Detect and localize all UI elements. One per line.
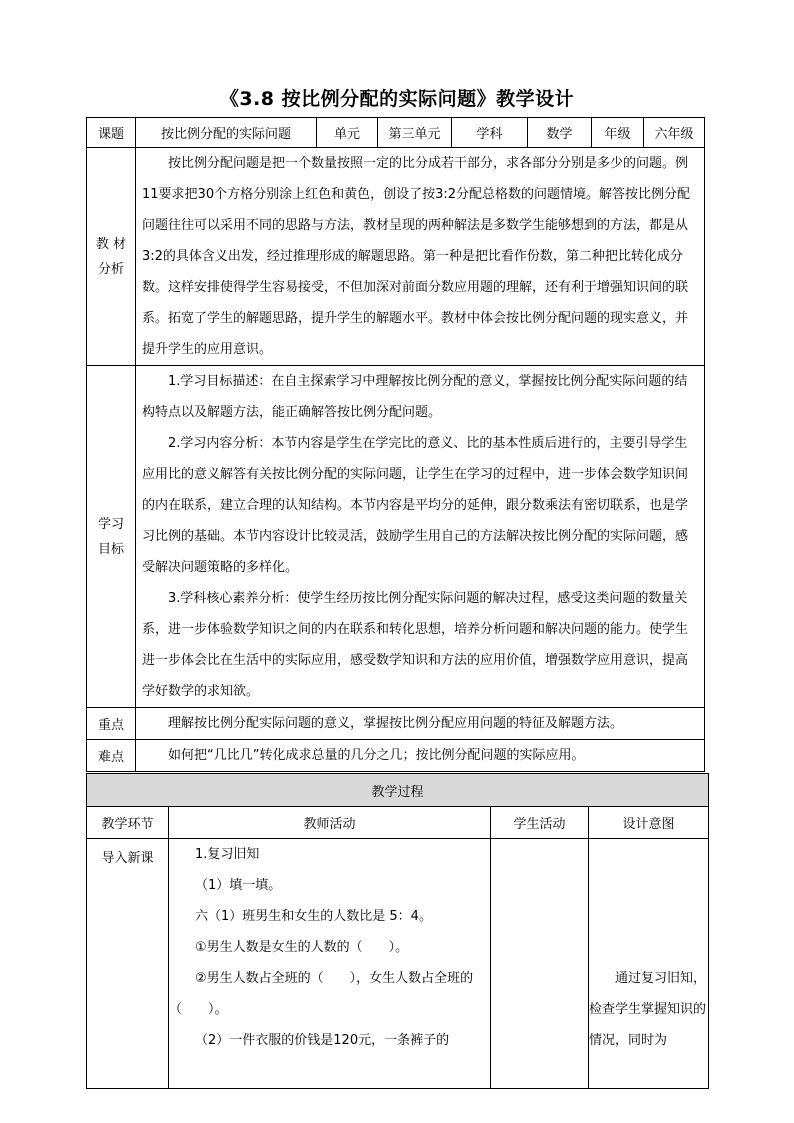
teacher-line: ②男生人数占全班的（ ），女生人数占全班的（ ）。 (169, 971, 474, 1017)
difficulty-label: 难点 (87, 740, 136, 772)
column-header-stage: 教学环节 (87, 807, 169, 839)
column-header-student: 学生活动 (491, 807, 589, 839)
teaching-process-table (86, 773, 709, 1089)
design-intent-text: 通过复习旧知，检查学生掌握知识的情况，同时为 (589, 971, 707, 1048)
teacher-line: ①男生人数是女生的人数的（ ）。 (195, 940, 409, 955)
teacher-activity-cell (169, 839, 491, 1089)
subject-value: 数学 (528, 118, 592, 148)
subject-label: 学科 (452, 118, 528, 148)
topic-value: 按比例分配的实际问题 (136, 118, 317, 148)
grade-value: 六年级 (644, 118, 705, 148)
analysis-label: 教 材 分析 (87, 148, 136, 366)
difficulty-cell (136, 740, 705, 772)
page-title: 《3.8 按比例分配的实际问题》教学设计 (219, 88, 575, 110)
teacher-line: 六（1）班男生和女生的人数比是 5：4。 (195, 909, 432, 924)
stage-cell: 导入新课 (87, 839, 169, 1089)
key-point-text: 理解按比例分配实际问题的意义，掌握按比例分配应用问题的特征及解题方法。 (168, 716, 624, 731)
analysis-cell (136, 148, 705, 366)
objective-item: 3.学科核心素养分析：使学生经历按比例分配实际问题的解决过程，感受这类问题的数量关系，进一步体验数学知识之间的内在联系和转化思想，培养分析问题和解决问题的能力。使学生进一步体会比在生活中的实际应用，感受数学知识和方法的应用价值，增强数学应用意识，提高学好数学的求知欲。 (142, 591, 689, 699)
objectives-cell (136, 366, 705, 708)
teacher-line: （2）一件衣服的价钱是120元，一条裤子的 (195, 1033, 450, 1048)
objectives-label: 学习 目标 (87, 366, 136, 708)
unit-value: 第三单元 (378, 118, 452, 148)
topic-label: 课题 (87, 118, 136, 148)
difficulty-text: 如何把“几比几”转化成求总量的几分之几；按比例分配问题的实际应用。 (168, 748, 585, 763)
unit-label: 单元 (317, 118, 378, 148)
grade-label: 年级 (592, 118, 644, 148)
key-point-cell (136, 708, 705, 740)
objective-item: 1.学习目标描述：在自主探索学习中理解按比例分配的意义，掌握按比例分配实际问题的结构特点以及解题方法，能正确解答按比例分配问题。 (142, 374, 688, 420)
design-intent-cell (589, 839, 709, 1089)
column-header-teacher: 教师活动 (169, 807, 491, 839)
column-header-intent: 设计意图 (589, 807, 709, 839)
key-point-label: 重点 (87, 708, 136, 740)
lesson-info-table (86, 117, 705, 772)
process-banner: 教学过程 (87, 774, 709, 807)
teacher-line: （1）填一填。 (195, 878, 282, 893)
analysis-text: 按比例分配问题是把一个数量按照一定的比分成若干部分，求各部分分别是多少的问题。例11要求把30个方格分别涂上红色和黄色，创设了按3:2分配总格数的问题情境。解答按比例分配问题往往可以采用不同的思路与方法，教材呈现的两种解法是多数学生能够想到的方法，都是从3:2的具体含义出发，经过推理形成的解题思路。第一种是把比看作份数，第二种把比转化成分数。这样安排使得学生容易接受，不但加深对前面分数应用题的理解，还有利于增强知识间的联系。拓宽了学生的解题思路，提升学生的解题水平。教材中体会按比例分配问题的现实意义，并提升学生的应用意识。 (142, 156, 691, 357)
teacher-line: 1.复习旧知 (195, 847, 260, 862)
student-activity-cell (491, 839, 589, 1089)
objective-item: 2.学习内容分析：本节内容是学生在学完比的意义、比的基本性质后进行的，主要引导学生应用比的意义解答有关按比例分配的实际问题，让学生在学习的过程中，进一步体会数学知识间的内在联系，建立合理的认知结构。本节内容是平均分的延伸，跟分数乘法有密切联系，也是学习比例的基础。本节内容设计比较灵活，鼓励学生用自己的方法解决按比例分配的实际问题，感受解决问题策略的多样化。 (142, 436, 689, 575)
